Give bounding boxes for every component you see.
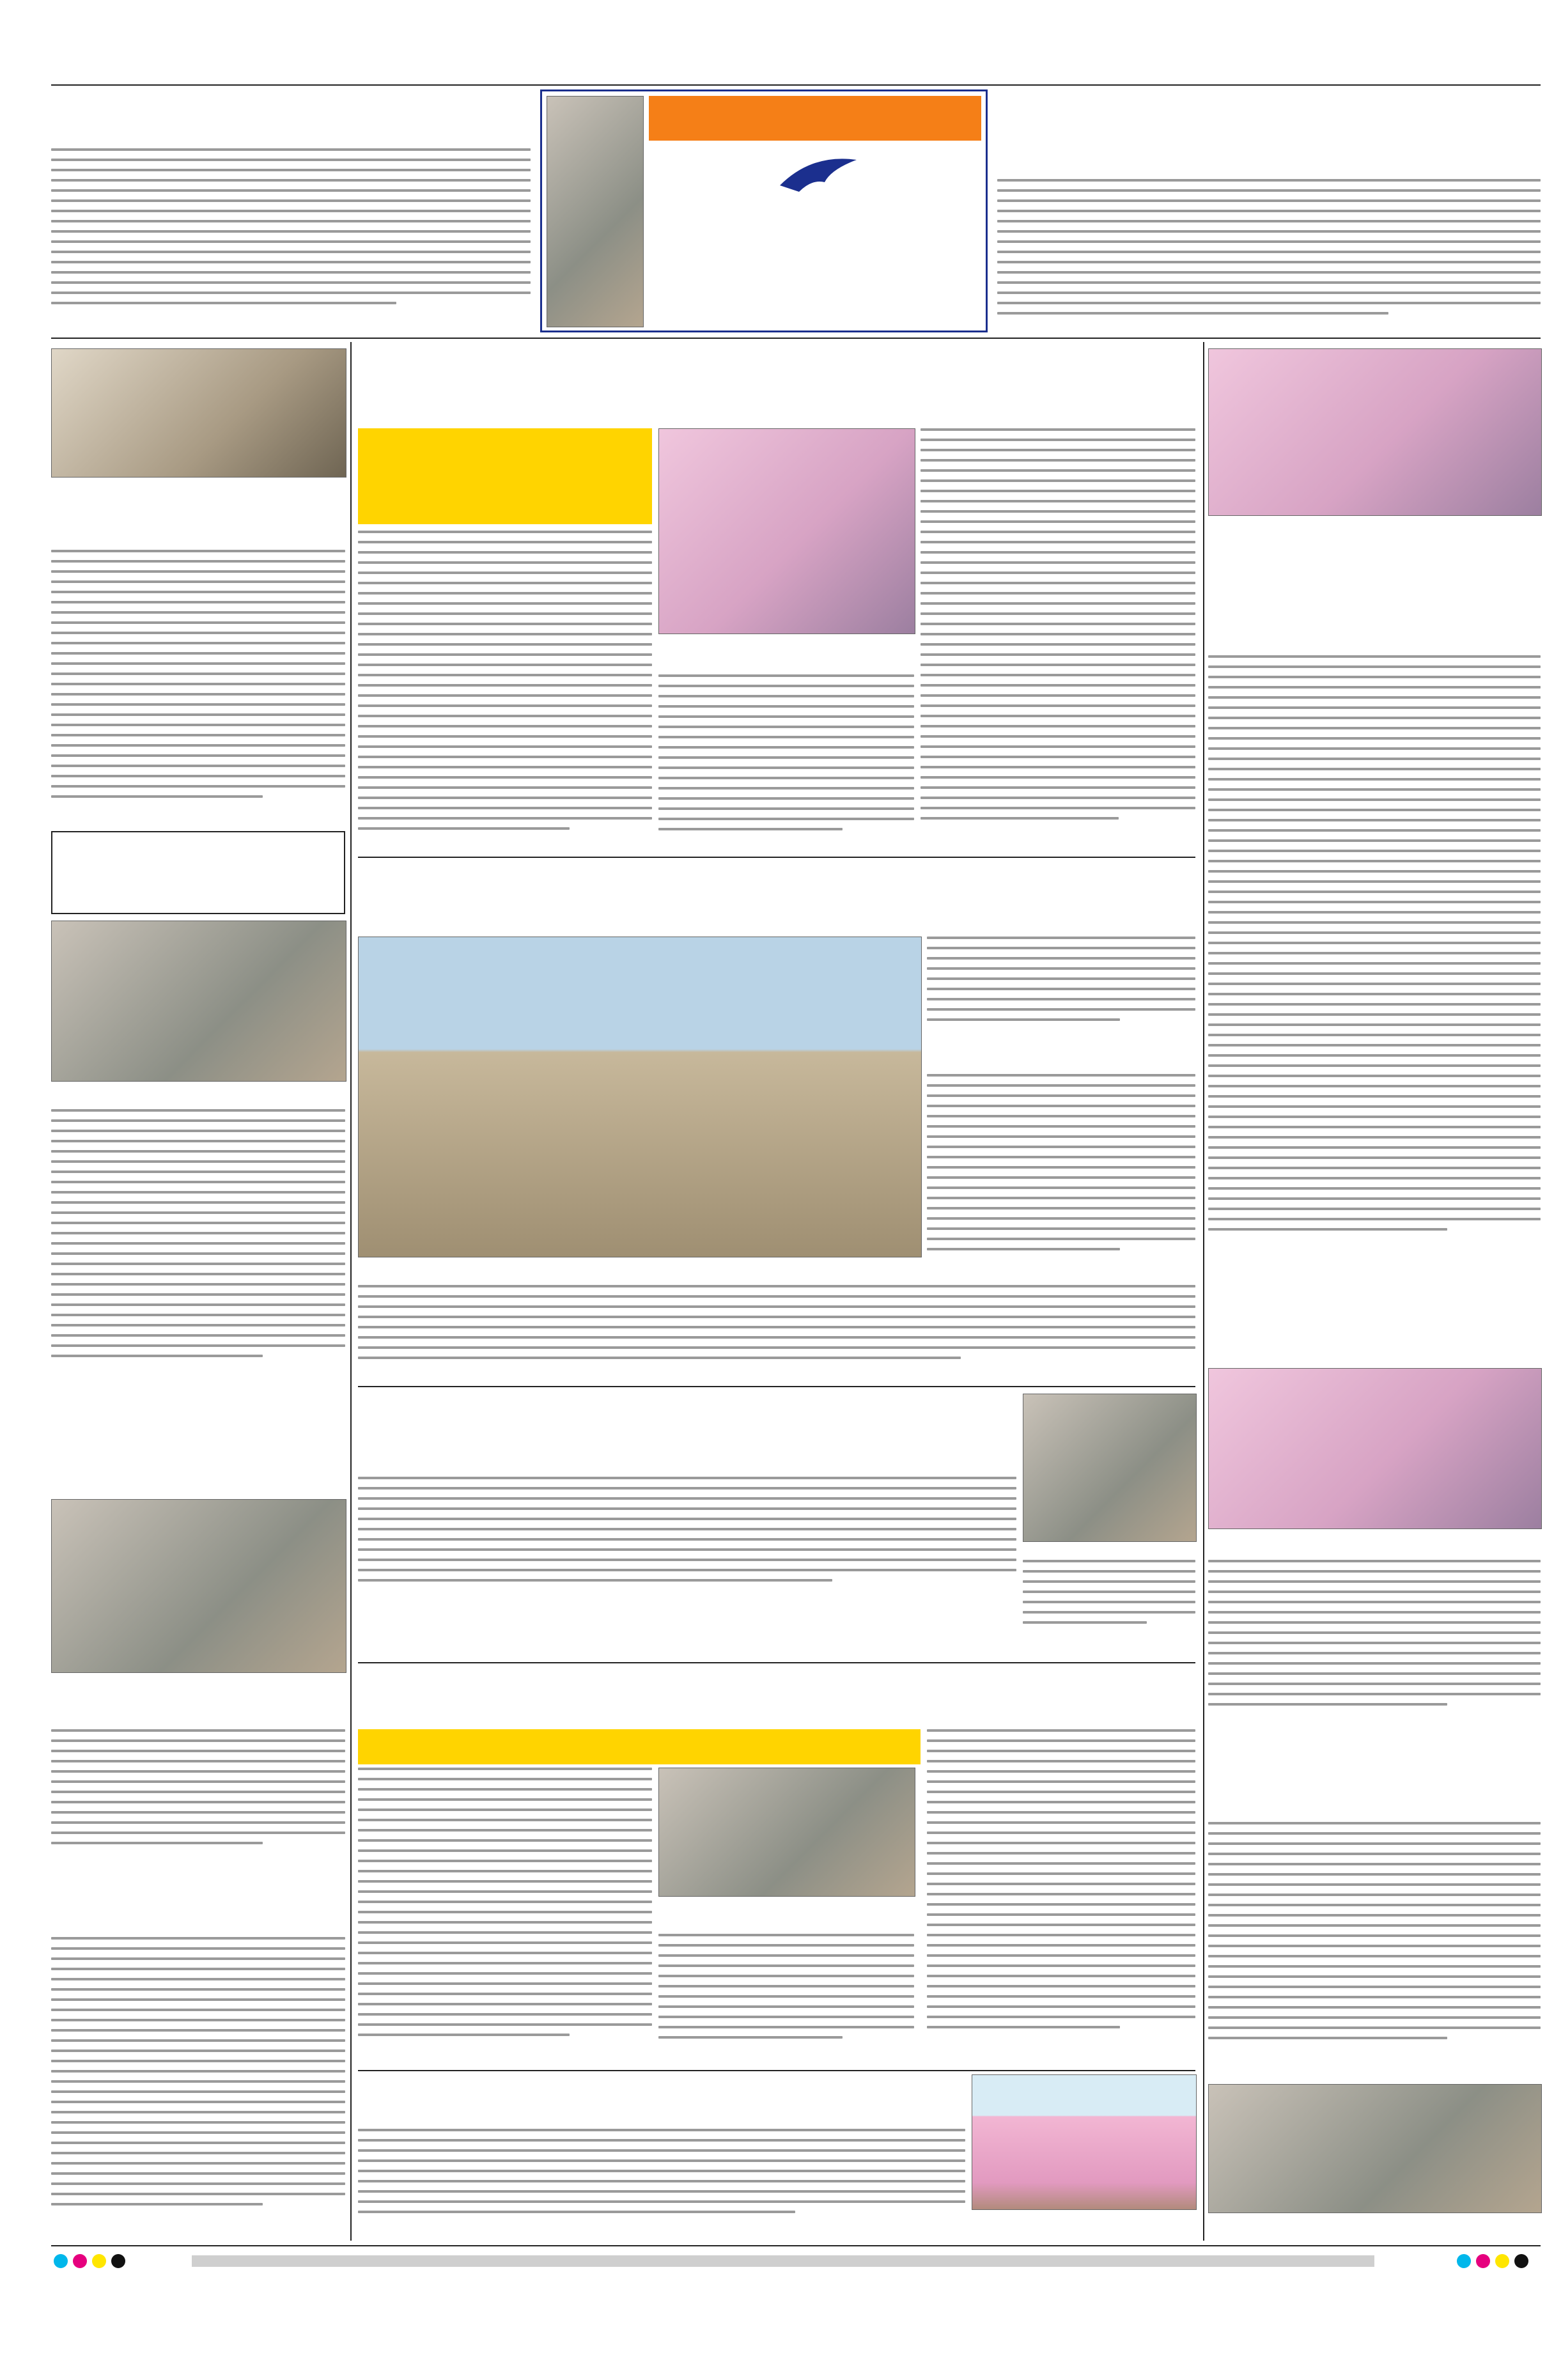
top-section-rule [51, 338, 1541, 339]
third-rule [358, 1662, 1195, 1663]
fifth-body [358, 2129, 965, 2237]
left-photo-3-caption [51, 1675, 345, 1723]
right-photo-1 [1208, 348, 1542, 516]
second-body-2 [927, 1074, 1195, 1285]
second-body [927, 937, 1195, 1042]
second-headline [358, 863, 1195, 933]
left-story-3-body [51, 1729, 345, 1876]
right-story-1-headline [1208, 563, 1541, 630]
left-story-3-tag [51, 1470, 345, 1496]
second-photo-caption [358, 1259, 921, 1279]
fifth-headline [358, 2074, 965, 2126]
right-story-1-byline [1208, 630, 1541, 649]
page-number [1502, 51, 1541, 83]
right-story-1-body [1208, 655, 1541, 1288]
left-photo-3 [51, 1499, 346, 1673]
third-byline [358, 1429, 1016, 1474]
lead-body [358, 531, 652, 850]
lead-sidebar [358, 428, 652, 524]
top-right-body [997, 179, 1541, 332]
third-headline [358, 1390, 1016, 1429]
left-story-2-headline [58, 834, 339, 892]
fourth-photo [658, 1768, 915, 1897]
fourth-body [358, 1768, 652, 2065]
masthead-rule [51, 84, 1541, 86]
left-story-1-body [51, 550, 345, 825]
left-story-3-headline [51, 1390, 345, 1442]
top-left-headline [51, 93, 531, 126]
fourth-photo-caption [658, 1899, 914, 1931]
third-photo [1023, 1394, 1197, 1542]
district-banner [649, 96, 981, 141]
lead-photo [658, 428, 915, 634]
left-photo-1-caption [51, 479, 345, 511]
left-column-divider [350, 342, 352, 2241]
top-left-body [51, 148, 531, 308]
right-story-2-body [1208, 1560, 1541, 1739]
left-story-1-headline [51, 518, 345, 547]
fourth-body-2 [658, 1934, 914, 2065]
footer-rule [51, 2245, 1541, 2246]
left-story-2-body [51, 1109, 345, 1384]
right-story-3-headline [1208, 1764, 1541, 1816]
left-story-2-subhead [58, 892, 339, 911]
top-left-byline [51, 125, 531, 144]
lead-rule [358, 857, 1195, 858]
left-story-4-headline [51, 1883, 345, 1934]
third-body-2 [1023, 1560, 1195, 1656]
date-line [51, 51, 499, 83]
footer-gray-bar [192, 2255, 1374, 2267]
right-photo-2-caption [1208, 1531, 1541, 1550]
lead-body-col-3 [921, 428, 1195, 850]
second-body-3 [358, 1285, 1195, 1381]
right-story-1-subhead [1208, 1317, 1541, 1362]
fifth-photo-caption [972, 2211, 1195, 2227]
second-sub [927, 1048, 1195, 1068]
top-right-headline [997, 96, 1541, 173]
left-story-3-subhead [51, 1442, 345, 1467]
left-photo-2 [51, 921, 346, 1082]
masthead-logo-word [649, 192, 981, 320]
lead-headline [358, 345, 1195, 422]
fourth-body-3 [927, 1729, 1195, 2065]
right-photo-1-caption [1208, 518, 1541, 553]
second-rule [358, 1386, 1195, 1387]
temple-photo [547, 96, 644, 327]
left-photo-1 [51, 348, 346, 478]
second-photo [358, 937, 922, 1257]
footer-swatches-left [51, 2252, 179, 2271]
right-photo-3 [1208, 2084, 1542, 2213]
footer-swatches-right [1406, 2252, 1541, 2271]
third-photo-caption [1023, 1542, 1195, 1558]
lead-body-col-2 [658, 674, 914, 850]
lead-photo-caption [658, 636, 914, 668]
right-photo-2 [1208, 1368, 1542, 1529]
left-photo-2-caption [51, 1084, 345, 1103]
right-story-3-pre [1208, 1742, 1541, 1764]
right-column-divider [1203, 342, 1204, 2241]
left-story-4-body [51, 1937, 345, 2237]
fifth-photo [972, 2074, 1197, 2210]
fourth-headline [358, 1665, 1195, 1729]
third-body [358, 1477, 1016, 1605]
fourth-subhead [358, 1729, 921, 1764]
right-story-3-body [1208, 1822, 1541, 2078]
fourth-rule [358, 2070, 1195, 2071]
right-photo-3-caption [1208, 2215, 1541, 2234]
